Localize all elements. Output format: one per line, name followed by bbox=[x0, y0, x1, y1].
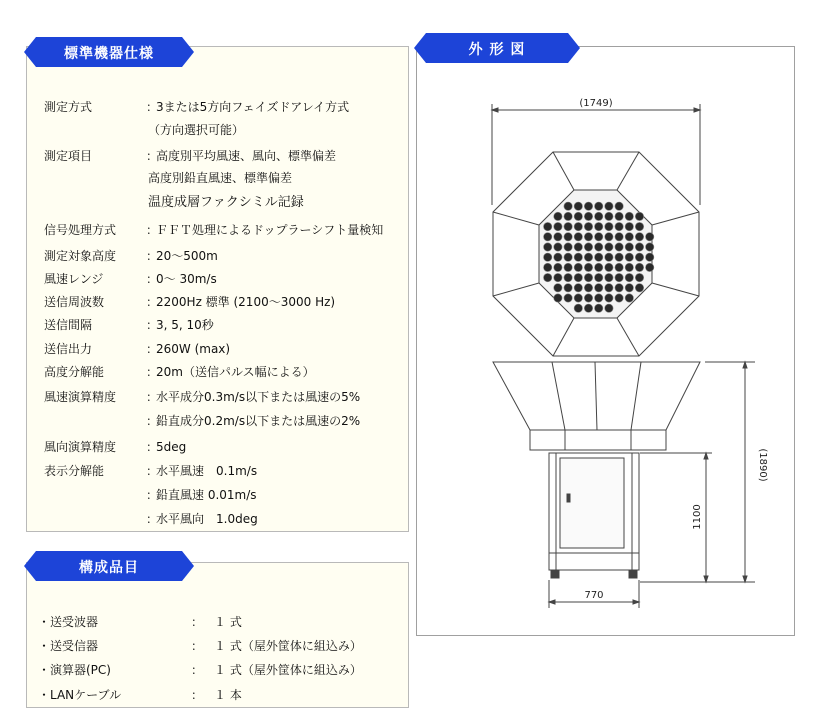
kit-row-value: １ 式 bbox=[214, 615, 242, 629]
kit-title: 構成品目 bbox=[79, 560, 139, 576]
spec-row-key: 送信間隔 bbox=[44, 318, 93, 332]
spec-row-value: 260W (max) bbox=[156, 342, 231, 356]
spec-row-key: 信号処理方式 bbox=[44, 223, 117, 237]
spec-row-key: 風速演算精度 bbox=[44, 390, 117, 404]
kit-row-key: ・送受波器 bbox=[38, 615, 99, 629]
spec-row-value: ＦＦＴ処理によるドップラーシフト量検知 bbox=[156, 223, 384, 237]
drawing-title: 外 形 図 bbox=[468, 42, 526, 58]
kit-row-value: １ 式（屋外筐体に組込み） bbox=[214, 639, 362, 653]
spec-row-key: 送信出力 bbox=[44, 342, 93, 356]
spec-row-colon: ： bbox=[146, 512, 159, 526]
spec-row-key: 測定方式 bbox=[44, 100, 93, 114]
spec-row-colon: ： bbox=[146, 342, 159, 356]
spec-row-colon: ： bbox=[146, 149, 159, 163]
spec-row-colon: ： bbox=[146, 488, 159, 502]
spec-row-colon: ： bbox=[146, 249, 159, 263]
spec-row-value: 5deg bbox=[156, 440, 187, 454]
spec-row-value: 水平成分0.3m/s以下または風速の5% bbox=[156, 390, 361, 404]
spec-row-colon: ： bbox=[146, 414, 159, 428]
dim-stand-height: 1100 bbox=[692, 504, 703, 530]
spec-row-colon: ： bbox=[146, 100, 159, 114]
spec-row-value: 20m（送信パルス幅による） bbox=[156, 365, 315, 379]
spec-row-colon: ： bbox=[146, 272, 159, 286]
dim-width: (1749) bbox=[579, 98, 613, 109]
spec-row-key: 表示分解能 bbox=[44, 464, 105, 478]
spec-row-key: 測定対象高度 bbox=[44, 249, 117, 263]
spec-row-value: 高度別平均風速、風向、標準偏差 bbox=[156, 149, 337, 163]
spec-row-colon: ： bbox=[146, 295, 159, 309]
dim-total-height: (1890) bbox=[757, 448, 768, 482]
kit-row-key: ・LANケーブル bbox=[38, 688, 122, 702]
spec-row-colon: ： bbox=[146, 464, 159, 478]
spec-row-colon: ： bbox=[146, 223, 159, 237]
spec-row-value: （方向選択可能） bbox=[148, 123, 245, 137]
spec-panel bbox=[26, 46, 409, 532]
kit-row-key: ・送受信器 bbox=[38, 639, 99, 653]
spec-row-colon: ： bbox=[146, 390, 159, 404]
spec-row-key: 測定項目 bbox=[44, 149, 93, 163]
drawing-panel bbox=[416, 46, 795, 636]
spec-row-value: 0～ 30m/s bbox=[156, 272, 217, 286]
kit-row-value: １ 式（屋外筐体に組込み） bbox=[214, 663, 362, 677]
spec-title: 標準機器仕様 bbox=[64, 46, 154, 62]
spec-row-value: 20～500m bbox=[156, 249, 218, 263]
drawing-title-badge bbox=[414, 33, 580, 63]
spec-title-badge bbox=[24, 37, 194, 67]
spec-row-key: 高度分解能 bbox=[44, 365, 105, 379]
kit-row-colon: ： bbox=[191, 639, 204, 653]
spec-row-value: 水平風速 0.1m/s bbox=[156, 464, 258, 478]
kit-row-colon: ： bbox=[191, 688, 204, 702]
spec-row-value: 鉛直成分0.2m/s以下または風速の2% bbox=[156, 414, 361, 428]
spec-row-value: 2200Hz 標準 (2100～3000 Hz) bbox=[156, 295, 336, 309]
spec-row-key: 送信周波数 bbox=[44, 295, 105, 309]
spec-row-colon: ： bbox=[146, 318, 159, 332]
spec-row-value: 水平風向 1.0deg bbox=[156, 512, 258, 526]
kit-row-key: ・演算器(PC) bbox=[38, 663, 111, 677]
spec-row-value: 3または5方向フェイズドアレイ方式 bbox=[156, 100, 350, 114]
spec-row-value: 鉛直風速 0.01m/s bbox=[156, 488, 257, 502]
spec-row-key: 風向演算精度 bbox=[44, 440, 117, 454]
kit-title-badge bbox=[24, 551, 194, 581]
spec-row-value: 高度別鉛直風速、標準偏差 bbox=[148, 171, 293, 185]
spec-row-key: 風速レンジ bbox=[44, 272, 104, 286]
dim-base-width: 770 bbox=[584, 590, 604, 601]
kit-row-colon: ： bbox=[191, 663, 204, 677]
spec-row-value: 3, 5, 10秒 bbox=[156, 318, 214, 332]
spec-row-colon: ： bbox=[146, 440, 159, 454]
spec-row-colon: ： bbox=[146, 365, 159, 379]
spec-row-value: 温度成層ファクシミル記録 bbox=[148, 195, 304, 210]
kit-row-value: １ 本 bbox=[214, 688, 242, 702]
kit-row-colon: ： bbox=[191, 615, 204, 629]
